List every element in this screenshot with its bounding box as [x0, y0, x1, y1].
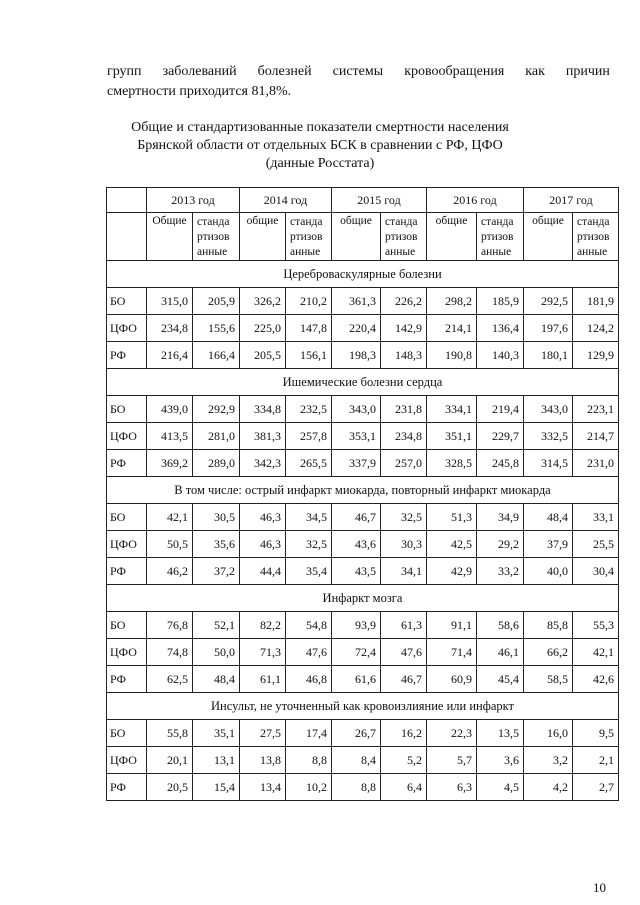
section-title: Ишемические болезни сердца — [107, 369, 619, 396]
subheader-common-cell — [427, 213, 477, 261]
value-cell: 66,2 — [524, 639, 573, 666]
value-cell: 43,5 — [332, 558, 381, 585]
title-line-2: Брянской области от отдельных БСК в сравнении с РФ, ЦФО — [137, 138, 503, 153]
value-cell: 46,2 — [147, 558, 193, 585]
table-row — [107, 531, 619, 558]
intro-line-2: смертности приходится 81,8%. — [107, 84, 292, 99]
table-row — [107, 612, 619, 639]
value-cell: 210,2 — [286, 288, 332, 315]
value-cell: 413,5 — [147, 423, 193, 450]
value-cell: 26,7 — [332, 720, 381, 747]
value-cell: 45,4 — [477, 666, 524, 693]
value-cell: 3,2 — [524, 747, 573, 774]
corner-cell — [107, 213, 147, 261]
value-cell: 225,0 — [240, 315, 286, 342]
value-cell: 35,6 — [193, 531, 240, 558]
intro-line-1 — [107, 62, 610, 82]
value-cell: 35,4 — [286, 558, 332, 585]
intro-word: как — [525, 64, 545, 79]
value-cell: 185,9 — [477, 288, 524, 315]
value-cell: 91,1 — [427, 612, 477, 639]
value-cell: 351,1 — [427, 423, 477, 450]
value-cell: 205,5 — [240, 342, 286, 369]
table-row — [107, 720, 619, 747]
value-cell: 6,3 — [427, 774, 477, 801]
region-label: РФ — [107, 450, 147, 477]
subheader-common-cell — [524, 213, 573, 261]
subheader-standardized: станда ртизов анные — [577, 216, 610, 258]
value-cell: 61,3 — [381, 612, 427, 639]
region-label: ЦФО — [107, 639, 147, 666]
value-cell: 124,2 — [573, 315, 619, 342]
value-cell: 48,4 — [193, 666, 240, 693]
value-cell: 2,7 — [573, 774, 619, 801]
table-row — [107, 666, 619, 693]
region-label: БО — [107, 612, 147, 639]
value-cell: 219,4 — [477, 396, 524, 423]
value-cell: 439,0 — [147, 396, 193, 423]
value-cell: 216,4 — [147, 342, 193, 369]
table-row — [107, 288, 619, 315]
value-cell: 42,5 — [427, 531, 477, 558]
value-cell: 334,1 — [427, 396, 477, 423]
value-cell: 332,5 — [524, 423, 573, 450]
value-cell: 46,3 — [240, 531, 286, 558]
value-cell: 181,9 — [573, 288, 619, 315]
value-cell: 314,5 — [524, 450, 573, 477]
value-cell: 166,4 — [193, 342, 240, 369]
value-cell: 292,5 — [524, 288, 573, 315]
corner-cell — [107, 188, 147, 213]
value-cell: 17,4 — [286, 720, 332, 747]
region-label: БО — [107, 720, 147, 747]
table-title — [100, 119, 540, 173]
value-cell: 13,8 — [240, 747, 286, 774]
value-cell: 205,9 — [193, 288, 240, 315]
subheader-standardized-cell — [381, 213, 427, 261]
value-cell: 5,7 — [427, 747, 477, 774]
value-cell: 50,5 — [147, 531, 193, 558]
value-cell: 353,1 — [332, 423, 381, 450]
value-cell: 289,0 — [193, 450, 240, 477]
title-line-1: Общие и стандартизованные показатели смертности населения — [131, 120, 509, 135]
value-cell: 72,4 — [332, 639, 381, 666]
value-cell: 328,5 — [427, 450, 477, 477]
value-cell: 142,9 — [381, 315, 427, 342]
value-cell: 37,9 — [524, 531, 573, 558]
table-row — [107, 315, 619, 342]
value-cell: 52,1 — [193, 612, 240, 639]
section-title: Инфаркт мозга — [107, 585, 619, 612]
subheader-common-cell — [332, 213, 381, 261]
value-cell: 234,8 — [381, 423, 427, 450]
value-cell: 234,8 — [147, 315, 193, 342]
value-cell: 46,3 — [240, 504, 286, 531]
value-cell: 47,6 — [286, 639, 332, 666]
value-cell: 4,2 — [524, 774, 573, 801]
value-cell: 265,5 — [286, 450, 332, 477]
value-cell: 55,3 — [573, 612, 619, 639]
value-cell: 140,3 — [477, 342, 524, 369]
subheader-common: общие — [435, 215, 468, 227]
value-cell: 223,1 — [573, 396, 619, 423]
value-cell: 342,3 — [240, 450, 286, 477]
value-cell: 369,2 — [147, 450, 193, 477]
value-cell: 55,8 — [147, 720, 193, 747]
table-row — [107, 774, 619, 801]
value-cell: 15,4 — [193, 774, 240, 801]
value-cell: 62,5 — [147, 666, 193, 693]
value-cell: 257,0 — [381, 450, 427, 477]
region-label: БО — [107, 396, 147, 423]
value-cell: 54,8 — [286, 612, 332, 639]
subheader-common: общие — [340, 215, 372, 227]
value-cell: 180,1 — [524, 342, 573, 369]
value-cell: 43,6 — [332, 531, 381, 558]
value-cell: 48,4 — [524, 504, 573, 531]
subheader-standardized-cell — [286, 213, 332, 261]
value-cell: 361,3 — [332, 288, 381, 315]
value-cell: 232,5 — [286, 396, 332, 423]
section-row — [107, 477, 619, 504]
value-cell: 42,1 — [147, 504, 193, 531]
value-cell: 34,1 — [381, 558, 427, 585]
region-label: БО — [107, 504, 147, 531]
subheader-standardized: станда ртизов анные — [481, 216, 514, 258]
value-cell: 76,8 — [147, 612, 193, 639]
subheader-common: Общие — [152, 215, 187, 227]
section-title: Цереброваскулярные болезни — [107, 261, 619, 288]
value-cell: 25,5 — [573, 531, 619, 558]
value-cell: 20,1 — [147, 747, 193, 774]
value-cell: 3,6 — [477, 747, 524, 774]
value-cell: 27,5 — [240, 720, 286, 747]
year-header: 2017 год — [524, 188, 619, 213]
value-cell: 35,1 — [193, 720, 240, 747]
value-cell: 257,8 — [286, 423, 332, 450]
value-cell: 46,7 — [332, 504, 381, 531]
value-cell: 8,8 — [332, 774, 381, 801]
value-cell: 46,7 — [381, 666, 427, 693]
year-header-row — [107, 188, 619, 213]
region-label: РФ — [107, 666, 147, 693]
value-cell: 10,2 — [286, 774, 332, 801]
value-cell: 37,2 — [193, 558, 240, 585]
mortality-table — [106, 187, 619, 801]
region-label: РФ — [107, 774, 147, 801]
region-label: БО — [107, 288, 147, 315]
value-cell: 93,9 — [332, 612, 381, 639]
value-cell: 198,3 — [332, 342, 381, 369]
region-label: ЦФО — [107, 423, 147, 450]
value-cell: 226,2 — [381, 288, 427, 315]
value-cell: 82,2 — [240, 612, 286, 639]
value-cell: 47,6 — [381, 639, 427, 666]
value-cell: 343,0 — [524, 396, 573, 423]
value-cell: 381,3 — [240, 423, 286, 450]
value-cell: 190,8 — [427, 342, 477, 369]
value-cell: 6,4 — [381, 774, 427, 801]
region-label: ЦФО — [107, 747, 147, 774]
year-header: 2016 год — [427, 188, 524, 213]
table-row — [107, 639, 619, 666]
value-cell: 156,1 — [286, 342, 332, 369]
intro-word: групп — [107, 64, 142, 79]
value-cell: 40,0 — [524, 558, 573, 585]
subheader-common-cell — [240, 213, 286, 261]
value-cell: 33,1 — [573, 504, 619, 531]
value-cell: 13,4 — [240, 774, 286, 801]
value-cell: 148,3 — [381, 342, 427, 369]
region-label: ЦФО — [107, 315, 147, 342]
value-cell: 58,6 — [477, 612, 524, 639]
value-cell: 298,2 — [427, 288, 477, 315]
value-cell: 44,4 — [240, 558, 286, 585]
value-cell: 85,8 — [524, 612, 573, 639]
table-body — [107, 188, 619, 801]
subheader-standardized: станда ртизов анные — [385, 216, 418, 258]
year-header: 2013 год — [147, 188, 240, 213]
region-label: РФ — [107, 558, 147, 585]
table-row — [107, 504, 619, 531]
subheader-common-cell — [147, 213, 193, 261]
page-number: 10 — [593, 880, 606, 895]
value-cell: 136,4 — [477, 315, 524, 342]
subheader-common: общие — [246, 215, 279, 227]
value-cell: 30,3 — [381, 531, 427, 558]
value-cell: 129,9 — [573, 342, 619, 369]
intro-paragraph — [107, 62, 610, 102]
subheader-standardized: станда ртизов анные — [197, 216, 230, 258]
value-cell: 30,4 — [573, 558, 619, 585]
value-cell: 50,0 — [193, 639, 240, 666]
intro-word: кровообращения — [404, 64, 505, 79]
value-cell: 8,4 — [332, 747, 381, 774]
value-cell: 46,8 — [286, 666, 332, 693]
value-cell: 16,0 — [524, 720, 573, 747]
value-cell: 42,9 — [427, 558, 477, 585]
value-cell: 34,5 — [286, 504, 332, 531]
value-cell: 220,4 — [332, 315, 381, 342]
value-cell: 8,8 — [286, 747, 332, 774]
subheader-standardized-cell — [477, 213, 524, 261]
value-cell: 214,1 — [427, 315, 477, 342]
value-cell: 20,5 — [147, 774, 193, 801]
section-row — [107, 261, 619, 288]
value-cell: 155,6 — [193, 315, 240, 342]
value-cell: 74,8 — [147, 639, 193, 666]
value-cell: 13,1 — [193, 747, 240, 774]
section-row — [107, 693, 619, 720]
value-cell: 2,1 — [573, 747, 619, 774]
value-cell: 71,4 — [427, 639, 477, 666]
intro-word: системы — [332, 64, 384, 79]
intro-word: заболеваний — [162, 64, 237, 79]
value-cell: 22,3 — [427, 720, 477, 747]
value-cell: 61,1 — [240, 666, 286, 693]
value-cell: 30,5 — [193, 504, 240, 531]
value-cell: 13,5 — [477, 720, 524, 747]
table-row — [107, 396, 619, 423]
subheader-row — [107, 213, 619, 261]
value-cell: 326,2 — [240, 288, 286, 315]
value-cell: 281,0 — [193, 423, 240, 450]
value-cell: 315,0 — [147, 288, 193, 315]
subheader-standardized: станда ртизов анные — [290, 216, 323, 258]
value-cell: 33,2 — [477, 558, 524, 585]
value-cell: 32,5 — [381, 504, 427, 531]
subheader-common: общие — [532, 215, 564, 227]
section-title: Инсульт, не уточненный как кровоизлияние или инфаркт — [107, 693, 619, 720]
region-label: ЦФО — [107, 531, 147, 558]
subheader-standardized-cell — [193, 213, 240, 261]
value-cell: 229,7 — [477, 423, 524, 450]
value-cell: 214,7 — [573, 423, 619, 450]
table-row — [107, 423, 619, 450]
intro-word: причин — [565, 64, 610, 79]
region-label: РФ — [107, 342, 147, 369]
value-cell: 58,5 — [524, 666, 573, 693]
value-cell: 51,3 — [427, 504, 477, 531]
value-cell: 147,8 — [286, 315, 332, 342]
value-cell: 34,9 — [477, 504, 524, 531]
value-cell: 46,1 — [477, 639, 524, 666]
table-row — [107, 747, 619, 774]
section-title: В том числе: острый инфаркт миокарда, повторный инфаркт миокарда — [107, 477, 619, 504]
value-cell: 292,9 — [193, 396, 240, 423]
value-cell: 71,3 — [240, 639, 286, 666]
value-cell: 231,8 — [381, 396, 427, 423]
value-cell: 4,5 — [477, 774, 524, 801]
value-cell: 42,6 — [573, 666, 619, 693]
value-cell: 337,9 — [332, 450, 381, 477]
value-cell: 29,2 — [477, 531, 524, 558]
year-header: 2014 год — [240, 188, 332, 213]
value-cell: 245,8 — [477, 450, 524, 477]
section-row — [107, 369, 619, 396]
value-cell: 61,6 — [332, 666, 381, 693]
value-cell: 16,2 — [381, 720, 427, 747]
intro-word: болезней — [257, 64, 312, 79]
value-cell: 5,2 — [381, 747, 427, 774]
value-cell: 343,0 — [332, 396, 381, 423]
table-row — [107, 450, 619, 477]
table-row — [107, 342, 619, 369]
table-row — [107, 558, 619, 585]
value-cell: 9,5 — [573, 720, 619, 747]
value-cell: 60,9 — [427, 666, 477, 693]
value-cell: 334,8 — [240, 396, 286, 423]
section-row — [107, 585, 619, 612]
subheader-standardized-cell — [573, 213, 619, 261]
value-cell: 231,0 — [573, 450, 619, 477]
title-line-3: (данные Росстата) — [265, 156, 375, 171]
value-cell: 197,6 — [524, 315, 573, 342]
value-cell: 42,1 — [573, 639, 619, 666]
value-cell: 32,5 — [286, 531, 332, 558]
year-header: 2015 год — [332, 188, 427, 213]
